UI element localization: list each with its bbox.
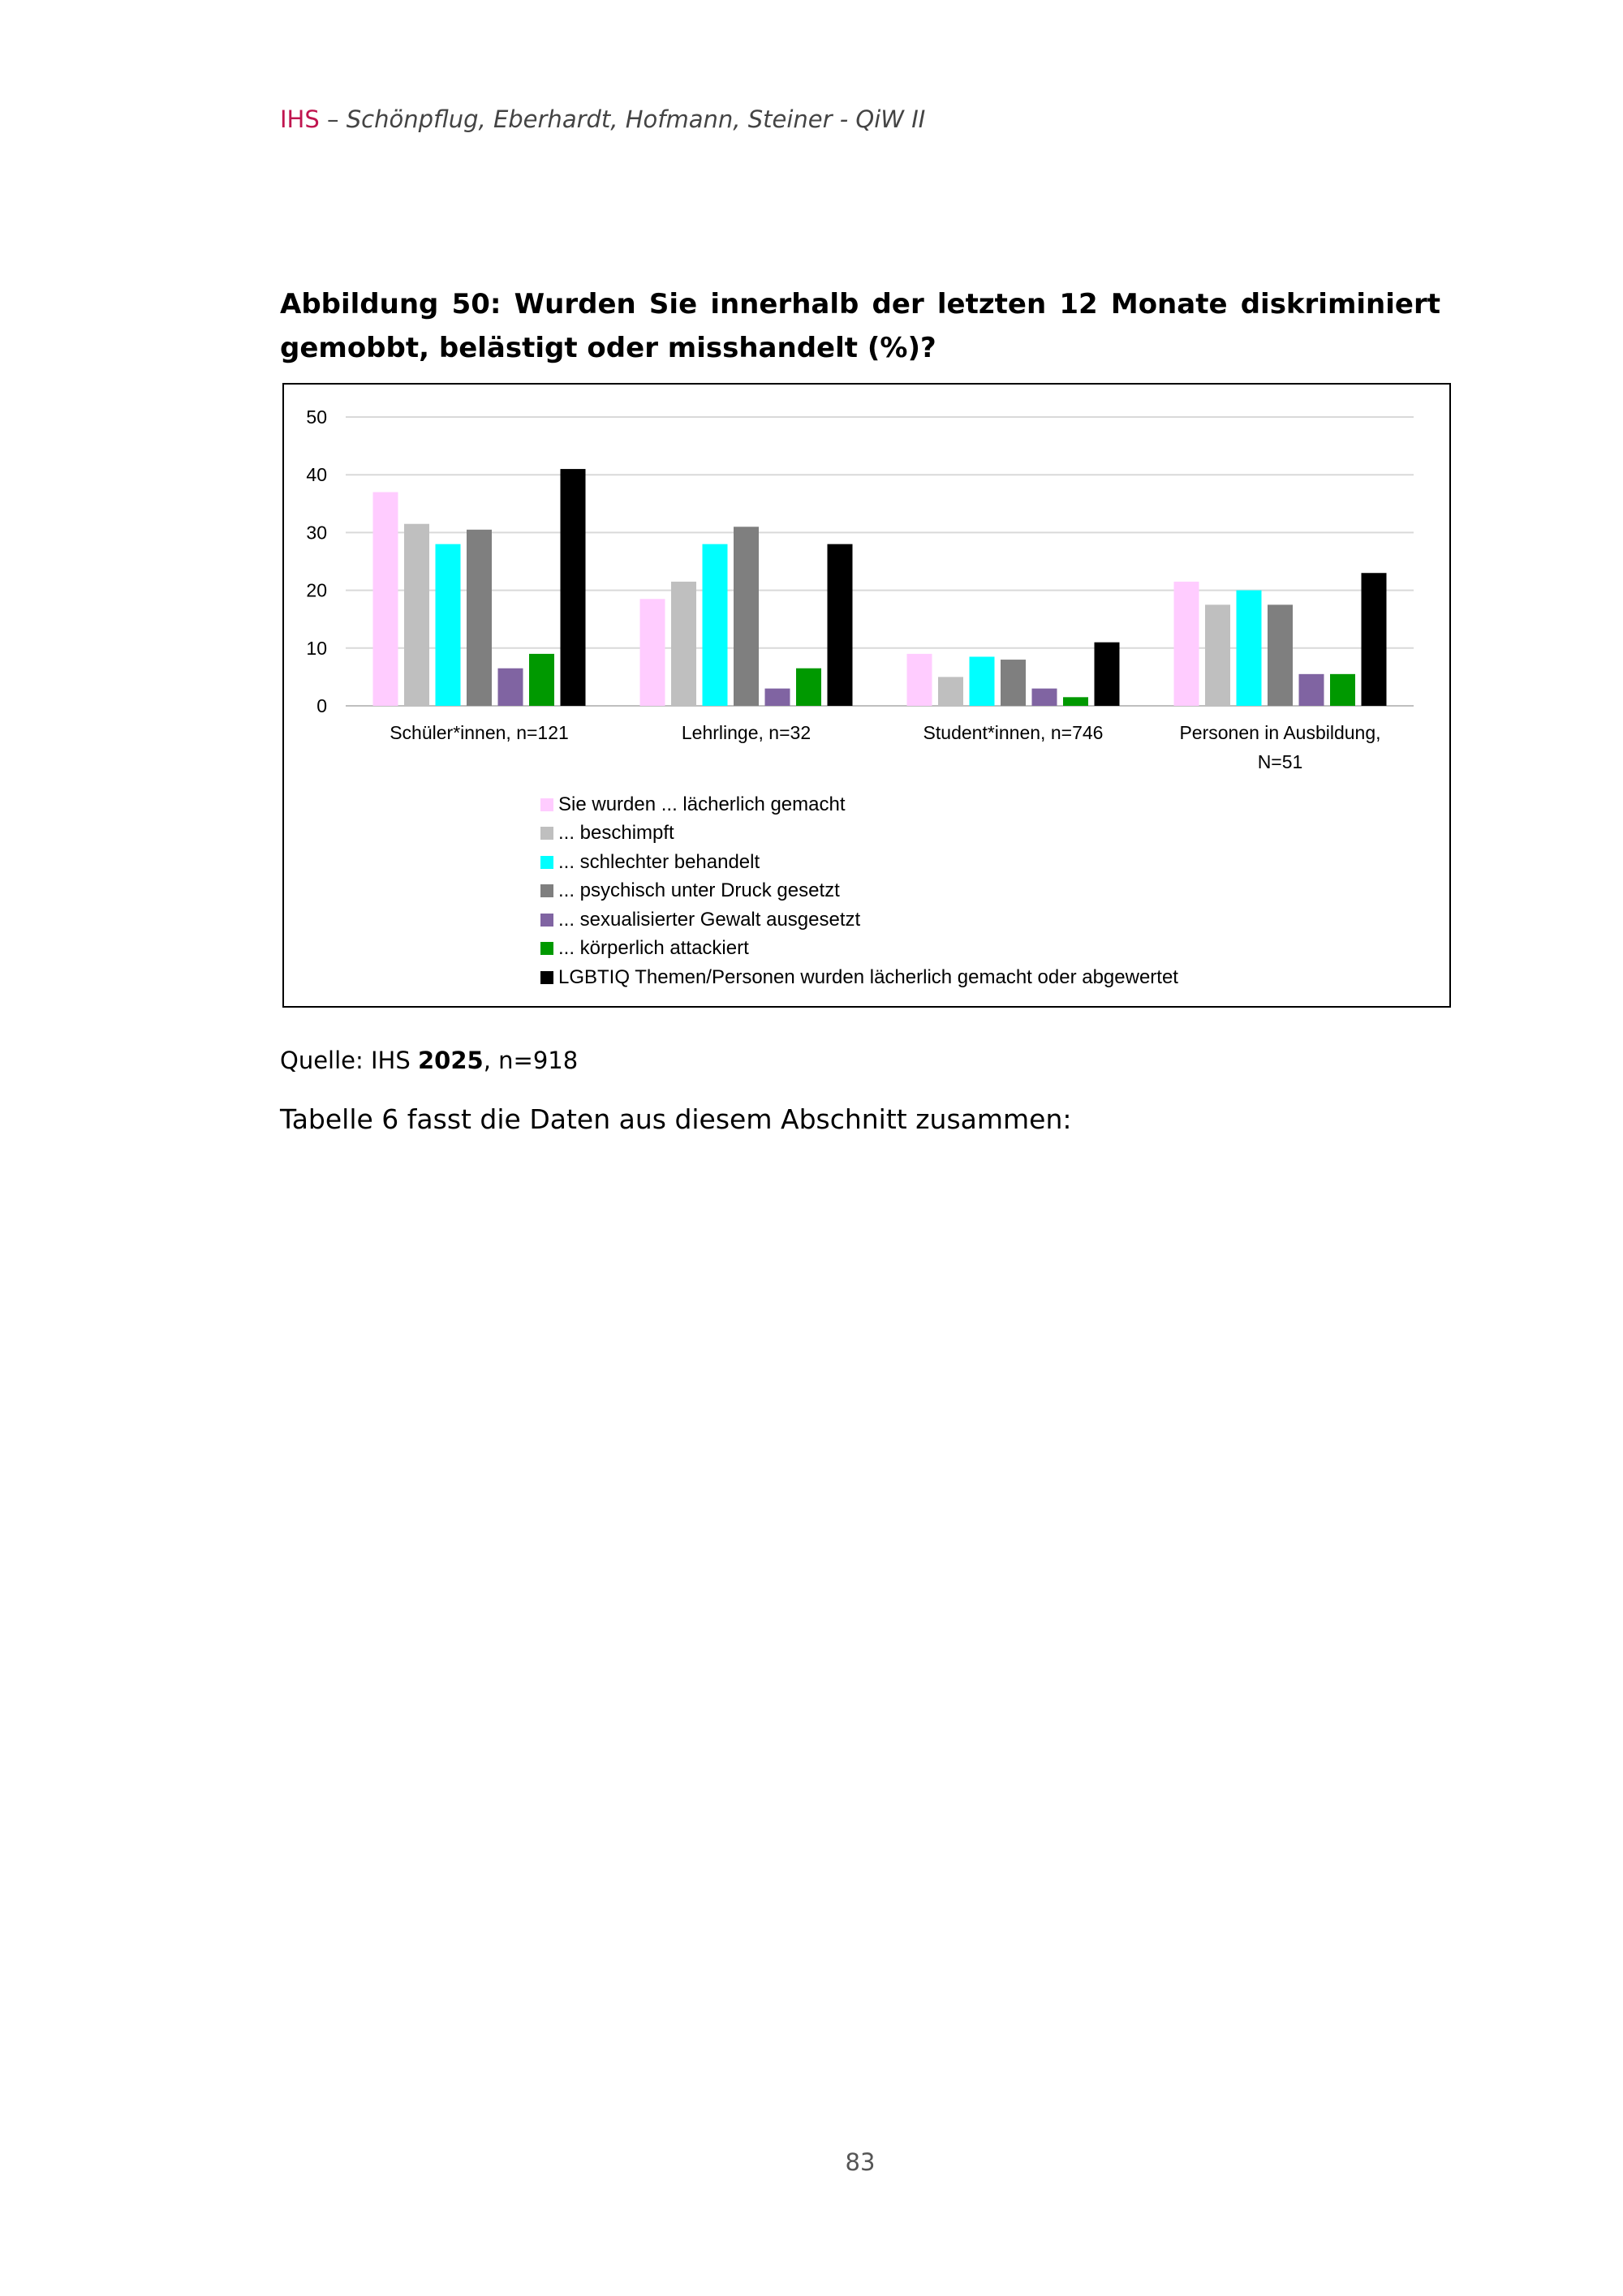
bar bbox=[907, 654, 932, 706]
chart-frame bbox=[282, 383, 1451, 1008]
legend-item bbox=[540, 848, 1178, 877]
y-tick-label: 20 bbox=[306, 579, 327, 601]
legend-label: ... sexualisierter Gewalt ausgesetzt bbox=[558, 908, 861, 931]
y-tick-label: 30 bbox=[306, 522, 327, 544]
bar bbox=[561, 469, 586, 706]
bar bbox=[1237, 591, 1262, 706]
y-tick-label: 10 bbox=[306, 637, 327, 659]
category-label: N=51 bbox=[1257, 751, 1303, 772]
chart-legend bbox=[540, 790, 1178, 992]
bar bbox=[734, 527, 759, 706]
bar bbox=[938, 677, 963, 706]
bar bbox=[373, 492, 398, 706]
bar bbox=[467, 530, 492, 706]
legend-swatch bbox=[540, 884, 553, 897]
bar bbox=[970, 656, 995, 706]
legend-item bbox=[540, 790, 1178, 819]
legend-swatch bbox=[540, 971, 553, 984]
category-label: Lehrlinge, n=32 bbox=[681, 722, 812, 743]
category-label: Personen in Ausbildung, bbox=[1179, 722, 1381, 743]
bar bbox=[498, 669, 523, 706]
source-suffix: , n=918 bbox=[483, 1047, 579, 1074]
bar bbox=[703, 544, 728, 706]
bar bbox=[1268, 604, 1293, 706]
category-label: Student*innen, n=746 bbox=[923, 722, 1104, 743]
legend-label: ... beschimpft bbox=[558, 822, 674, 845]
page-header bbox=[280, 105, 925, 133]
y-tick-label: 50 bbox=[306, 406, 327, 428]
bar bbox=[529, 654, 554, 706]
bar bbox=[1095, 643, 1120, 706]
legend-item bbox=[540, 877, 1178, 906]
bar bbox=[1174, 582, 1199, 706]
body-paragraph: Tabelle 6 fasst die Daten aus diesem Abschnitt zusammen: bbox=[280, 1103, 1072, 1135]
legend-item bbox=[540, 819, 1178, 849]
legend-item bbox=[540, 963, 1178, 992]
header-org: IHS bbox=[280, 105, 320, 133]
bar bbox=[828, 544, 853, 706]
legend-swatch bbox=[540, 942, 553, 955]
bar bbox=[1299, 674, 1324, 706]
legend-label: Sie wurden ... lächerlich gemacht bbox=[558, 793, 846, 815]
bar bbox=[1032, 689, 1057, 706]
legend-item bbox=[540, 935, 1178, 964]
source-prefix: Quelle: IHS bbox=[280, 1047, 418, 1074]
bar bbox=[1001, 660, 1026, 706]
legend-label: ... körperlich attackiert bbox=[558, 937, 749, 960]
legend-swatch bbox=[540, 827, 553, 840]
legend-label: LGBTIQ Themen/Personen wurden lächerlich gemacht oder abgewertet bbox=[558, 965, 1178, 988]
bar bbox=[1362, 573, 1387, 706]
bar bbox=[1063, 697, 1088, 706]
figure-source bbox=[280, 1047, 578, 1074]
page-number: 83 bbox=[845, 2148, 876, 2176]
header-authors: Schönpflug, Eberhardt, Hofmann, Steiner - QiW II bbox=[346, 105, 926, 133]
header-separator: – bbox=[319, 105, 347, 133]
legend-label: ... psychisch unter Druck gesetzt bbox=[558, 879, 840, 902]
bar bbox=[1330, 674, 1355, 706]
bar bbox=[1205, 604, 1230, 706]
bar bbox=[404, 524, 429, 706]
bar bbox=[436, 544, 461, 706]
legend-item bbox=[540, 905, 1178, 935]
legend-label: ... schlechter behandelt bbox=[558, 850, 760, 873]
bar bbox=[671, 582, 696, 706]
source-year: 2025 bbox=[417, 1047, 484, 1074]
y-tick-label: 40 bbox=[306, 464, 327, 486]
legend-swatch bbox=[540, 856, 553, 869]
legend-swatch bbox=[540, 798, 553, 811]
category-label: Schüler*innen, n=121 bbox=[390, 722, 569, 743]
legend-swatch bbox=[540, 914, 553, 927]
bar bbox=[640, 599, 665, 706]
bar bbox=[796, 669, 821, 706]
figure-title: Abbildung 50: Wurden Sie innerhalb der letzten 12 Monate diskriminiert gemobbt, belästigt oder misshandelt (%)? bbox=[280, 288, 1440, 364]
y-tick-label: 0 bbox=[316, 695, 327, 716]
bar bbox=[765, 689, 790, 706]
